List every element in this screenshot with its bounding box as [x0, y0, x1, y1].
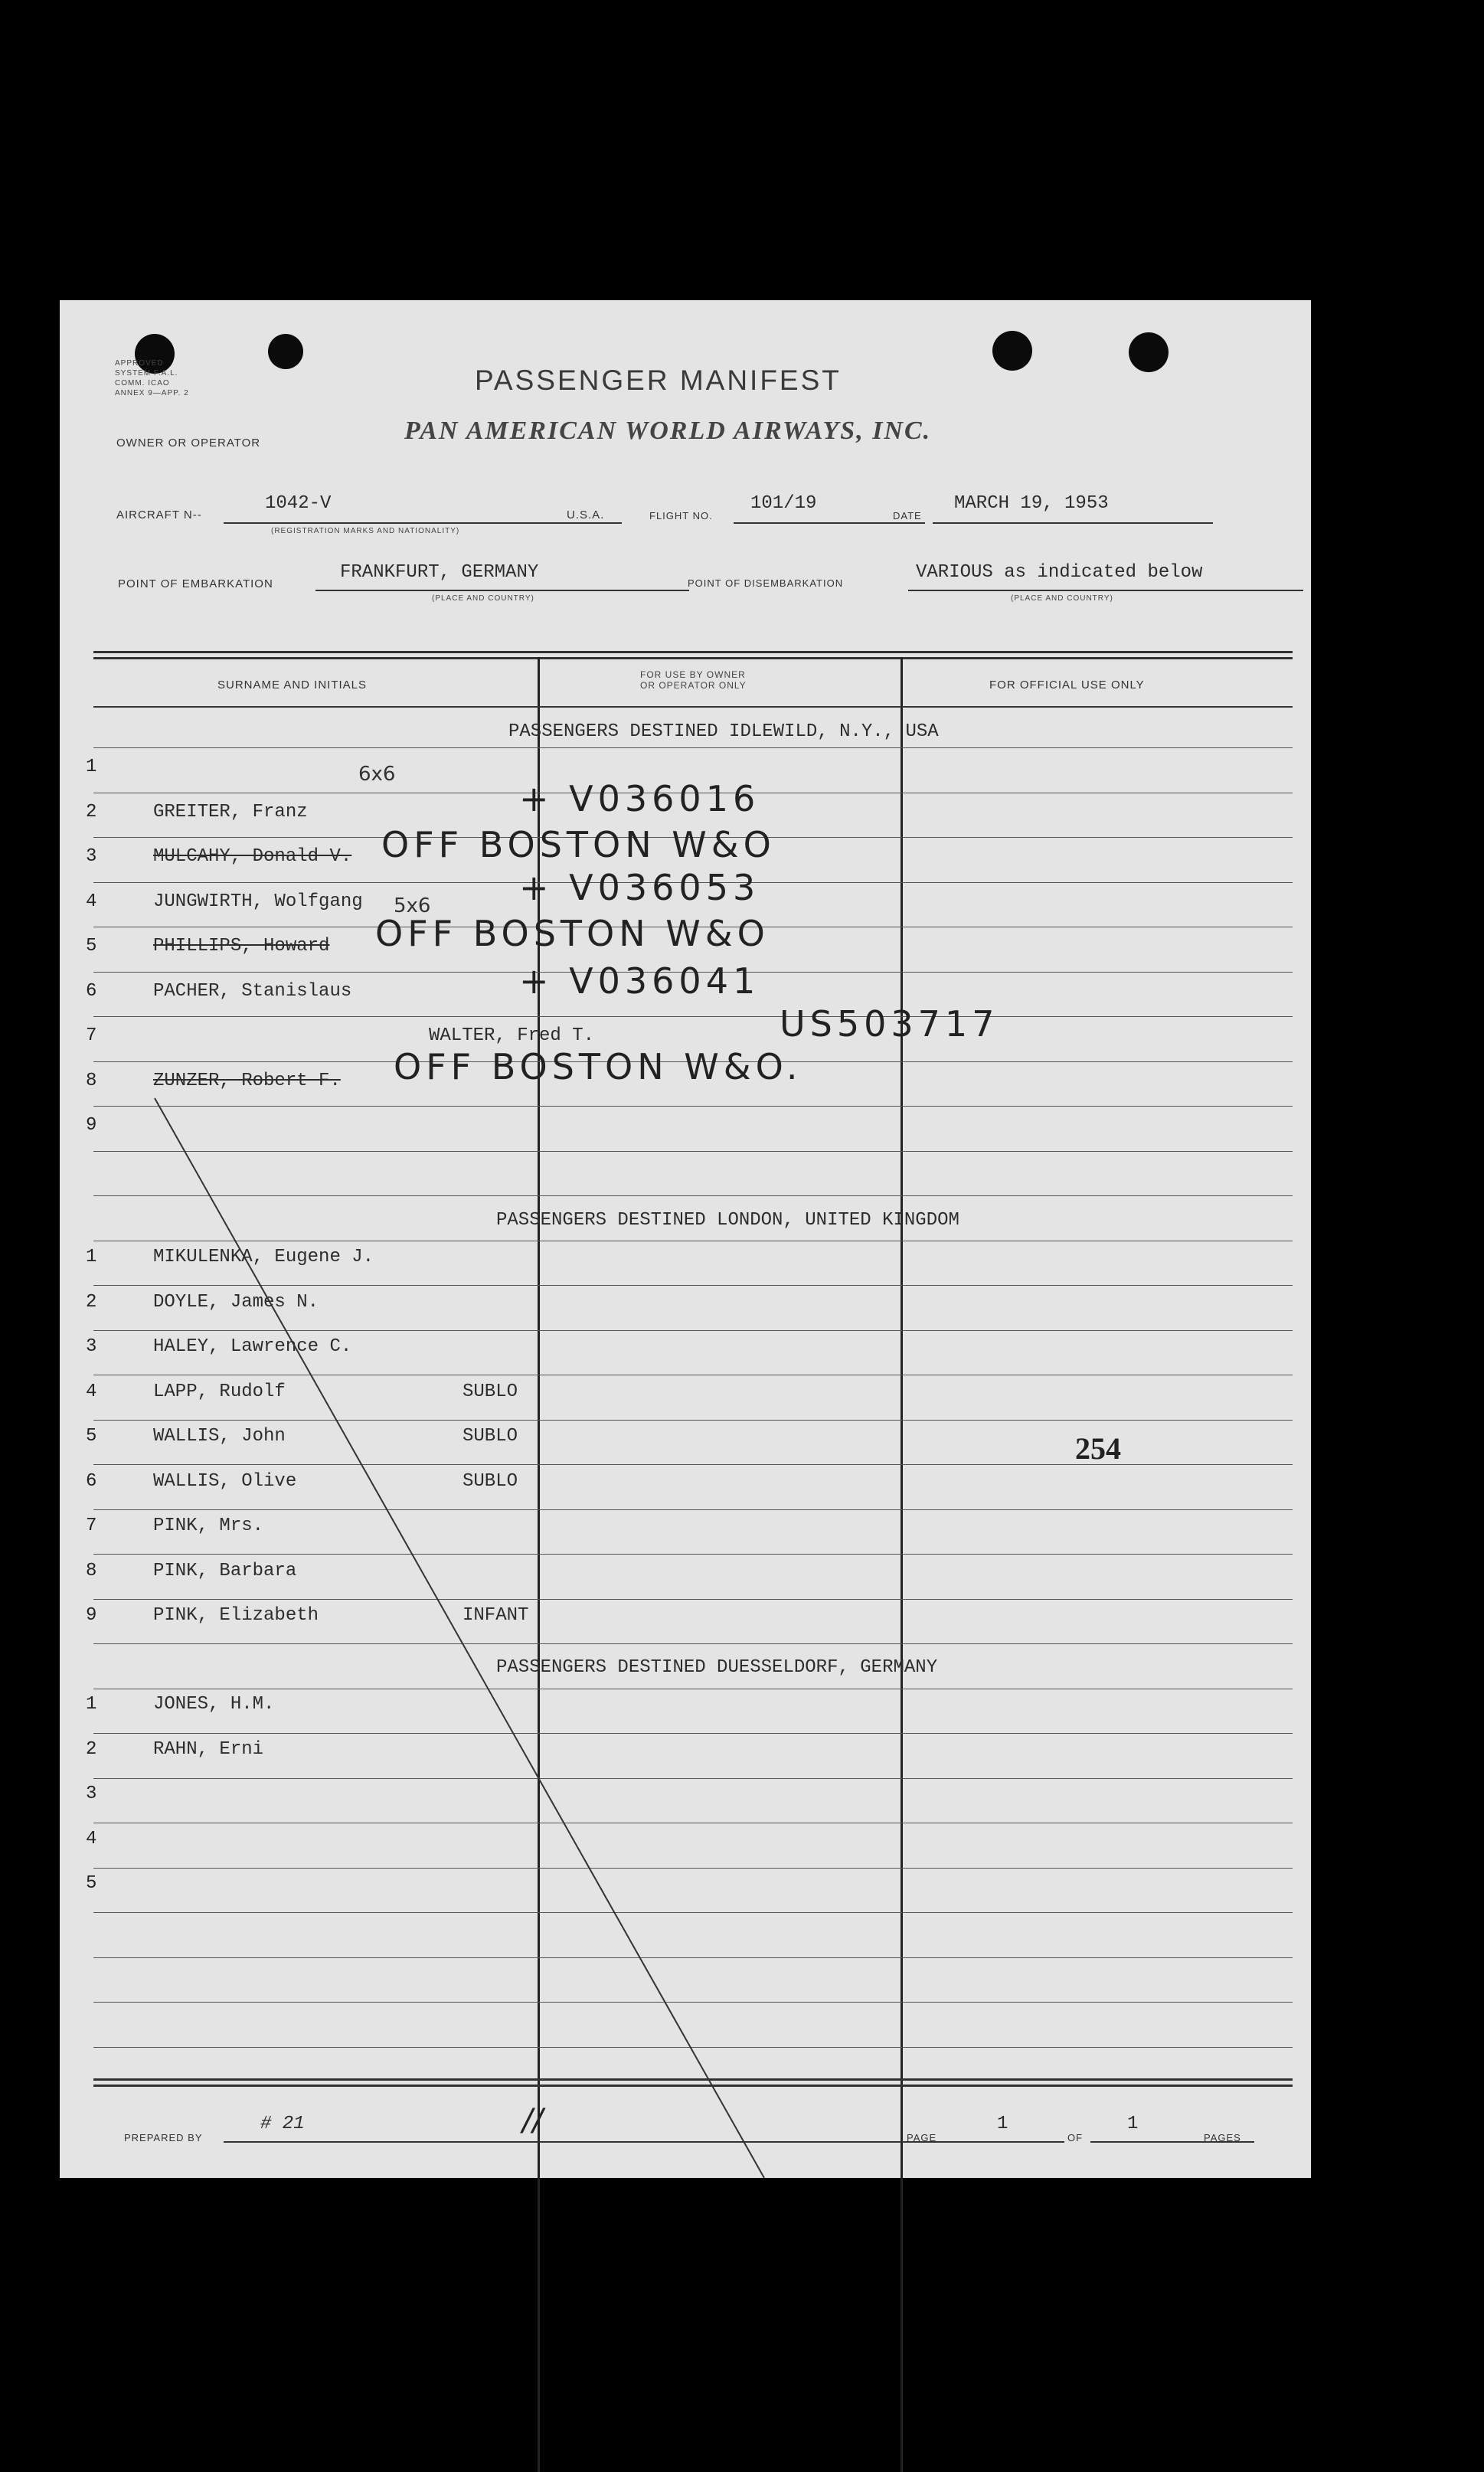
handwritten-note-row2: + V036016 [519, 778, 760, 819]
embark-label: POINT OF EMBARKATION [118, 577, 273, 590]
page-value: 1 [997, 2114, 1008, 2134]
of-value: 1 [1127, 2114, 1139, 2134]
row-number: 3 [86, 1336, 97, 1357]
airline-name: PAN AMERICAN WORLD AIRWAYS, INC. [404, 417, 932, 445]
of-label: OF [1067, 2132, 1084, 2143]
handwritten-mark-row4: 5x6 [394, 894, 431, 917]
row-number: 5 [86, 1426, 97, 1447]
row-number: 1 [86, 1694, 97, 1715]
embark-value: FRANKFURT, GERMANY [340, 562, 539, 583]
disembark-value: VARIOUS as indicated below [916, 562, 1203, 583]
row-number: 4 [86, 1381, 97, 1402]
date-label: DATE [893, 510, 922, 522]
passenger-name: PHILLIPS, Howard [153, 936, 330, 956]
row-number: 2 [86, 1738, 97, 1760]
handwritten-note-row3: OFF BOSTON W&O [381, 824, 776, 865]
passenger-name: RAHN, Erni [153, 1738, 264, 1760]
aircraft-label: AIRCRAFT N-- [116, 508, 202, 522]
row-number: 6 [86, 980, 97, 1002]
passenger-name: GREITER, Franz [153, 801, 308, 822]
row-number: 6 [86, 1470, 97, 1492]
owner-use-header-line1: FOR USE BY OWNER [640, 669, 746, 680]
owner-label: OWNER OR OPERATOR [116, 437, 261, 450]
aircraft-value: 1042-V [265, 493, 332, 514]
official-use-header: FOR OFFICIAL USE ONLY [989, 678, 1145, 692]
prepared-by-value: # 21 [260, 2114, 305, 2134]
usa-label: U.S.A. [567, 508, 605, 522]
section-heading-london: PASSENGERS DESTINED LONDON, UNITED KINGDOM [496, 1210, 959, 1231]
passenger-name: MIKULENKA, Eugene J. [153, 1247, 374, 1267]
handwritten-note-row5: OFF BOSTON W&O [375, 913, 770, 954]
handwritten-mark-row2: 6x6 [358, 763, 396, 786]
approval-stamp: APPROVED SYSTEM F.A.L. COMM. ICAO ANNEX 9—APP. 2 [115, 359, 189, 397]
page-title: PASSENGER MANIFEST [475, 365, 842, 396]
passenger-name: MULCAHY, Donald V. [153, 846, 352, 867]
surname-header: SURNAME AND INITIALS [217, 678, 368, 692]
passenger-tag: SUBLO [463, 1470, 518, 1492]
flight-label: FLIGHT NO. [649, 510, 713, 522]
passenger-name: PINK, Barbara [153, 1560, 297, 1581]
row-number: 1 [86, 1247, 97, 1267]
pages-label: PAGES [1204, 2132, 1241, 2143]
handwritten-mark-footer: // [522, 2103, 543, 2138]
row-number: 4 [86, 891, 97, 912]
section-heading-idlewild: PASSENGERS DESTINED IDLEWILD, N.Y., USA [508, 721, 939, 742]
row-number: 4 [86, 1828, 97, 1849]
owner-use-header-line2: OR OPERATOR ONLY [640, 680, 747, 691]
diagonal-strike-line [60, 300, 1311, 2178]
passenger-name: WALLIS, Olive [153, 1470, 297, 1492]
row-number: 5 [86, 936, 97, 956]
row-number: 7 [86, 1025, 97, 1046]
handwritten-note-row8: OFF BOSTON W&O. [394, 1046, 802, 1087]
row-number: 1 [86, 757, 97, 777]
row-number: 8 [86, 1560, 97, 1581]
passenger-tag: INFANT [463, 1605, 529, 1626]
date-value: MARCH 19, 1953 [954, 493, 1109, 514]
page-label: PAGE [907, 2132, 937, 2143]
passenger-name: DOYLE, James N. [153, 1291, 319, 1313]
row-number: 2 [86, 801, 97, 822]
disembark-note: (PLACE AND COUNTRY) [1011, 594, 1113, 603]
row-number: 7 [86, 1516, 97, 1536]
passenger-name: WALLIS, John [153, 1426, 286, 1447]
passenger-name: LAPP, Rudolf [153, 1381, 286, 1402]
embark-note: (PLACE AND COUNTRY) [432, 594, 534, 603]
row-number: 9 [86, 1605, 97, 1626]
passenger-name: ZUNZER, Robert F. [153, 1070, 341, 1091]
manifest-sheet [60, 300, 1311, 2178]
row-number: 5 [86, 1873, 97, 1894]
section-heading-duesseldorf: PASSENGERS DESTINED DUESSELDORF, GERMANY [496, 1657, 938, 1678]
official-number: 254 [1075, 1431, 1121, 1466]
prepared-by-label: PREPARED BY [124, 2132, 203, 2143]
passenger-tag: SUBLO [463, 1381, 518, 1402]
passenger-name: PACHER, Stanislaus [153, 980, 352, 1002]
handwritten-note-row6: + V036041 [519, 960, 760, 1002]
passenger-tag: SUBLO [463, 1426, 518, 1447]
handwritten-note-row4: + V036053 [519, 867, 760, 908]
passenger-name: PINK, Elizabeth [153, 1605, 319, 1626]
row-number: 3 [86, 1784, 97, 1804]
flight-value: 101/19 [750, 493, 817, 514]
disembark-label: POINT OF DISEMBARKATION [688, 577, 844, 589]
passenger-name: WALTER, Fred T. [429, 1025, 595, 1046]
row-number: 9 [86, 1115, 97, 1136]
passenger-name: JUNGWIRTH, Wolfgang [153, 891, 363, 912]
passenger-name: PINK, Mrs. [153, 1516, 264, 1536]
row-number: 3 [86, 846, 97, 867]
row-number: 2 [86, 1291, 97, 1313]
passenger-name: HALEY, Lawrence C. [153, 1336, 352, 1357]
passenger-name: JONES, H.M. [153, 1694, 275, 1715]
aircraft-note: (REGISTRATION MARKS AND NATIONALITY) [271, 527, 460, 535]
handwritten-note-row7: US503717 [780, 1003, 999, 1045]
row-number: 8 [86, 1070, 97, 1091]
